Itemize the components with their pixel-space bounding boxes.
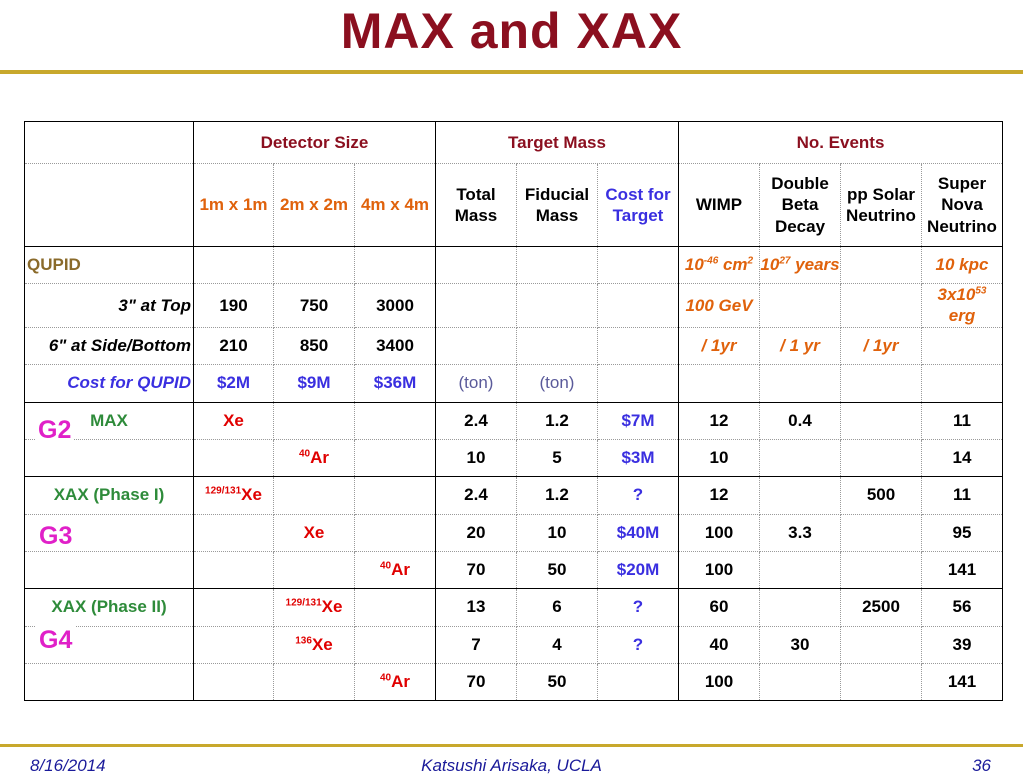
xax2-sn: 56 [922,588,1003,626]
qupid-cost-row [25,364,1003,402]
col-1m: 1m x 1m [194,164,274,247]
group-no-events: No. Events [679,122,1003,164]
xe136-sn: 39 [922,626,1003,663]
top-label: 3" at Top [25,284,194,328]
max-xe-dbd: 0.4 [760,402,841,439]
wimp-per-year: / 1yr [679,327,760,364]
corner-cell [25,122,194,164]
col-cost-target: Cost for Target [598,164,679,247]
g3-ar-fiducial: 50 [517,551,598,588]
group-target-mass: Target Mass [436,122,679,164]
max-xe-sn: 11 [922,402,1003,439]
side-2m: 850 [274,327,355,364]
top-1m: 190 [194,284,274,328]
title-divider [0,70,1023,74]
table-row [25,439,1003,476]
xax2-xe-element: $^{129/131}$Xe [274,588,355,626]
col-total-mass: Total Mass [436,164,517,247]
dbd-halflife: $10^{27}$ years [760,247,841,284]
xax2-cost: ? [598,588,679,626]
col-pp-solar: pp Solar Neutrino [841,164,922,247]
unit-fiducial: (ton) [517,364,598,402]
xe136-fiducial: 4 [517,626,598,663]
side-4m: 3400 [355,327,436,364]
group-g2-label: G2 [35,416,74,445]
g3-xe-cost: $40M [598,514,679,551]
cost-label: Cost for QUPID [25,364,194,402]
col-super-nova: Super Nova Neutrino [922,164,1003,247]
pp-per-year: / 1yr [841,327,922,364]
g3-xe-fiducial: 10 [517,514,598,551]
col-fiducial-mass: Fiducial Mass [517,164,598,247]
max-ar-sn: 14 [922,439,1003,476]
table-row [25,626,1003,663]
g4-ar-total: 70 [436,663,517,700]
col-2m: 2m x 2m [274,164,355,247]
table-row [25,663,1003,700]
table-row [25,588,1003,626]
xax2-pp: 2500 [841,588,922,626]
top-2m: 750 [274,284,355,328]
g4-ar-wimp: 100 [679,663,760,700]
max-ar-fiducial: 5 [517,439,598,476]
cost-4m: $36M [355,364,436,402]
xax2-total: 13 [436,588,517,626]
g4-ar-fiducial: 50 [517,663,598,700]
xe136-total: 7 [436,626,517,663]
wimp-cross-section: $10^{-46}$ $cm^2$ [679,247,760,284]
xax1-label: XAX (Phase I) [25,476,194,514]
xe136-dbd: 30 [760,626,841,663]
unit-total: (ton) [436,364,517,402]
sn-distance: 10 kpc [922,247,1003,284]
xax1-fiducial: 1.2 [517,476,598,514]
xax2-fiducial: 6 [517,588,598,626]
max-ar-cost: $3M [598,439,679,476]
footer-author: Katsushi Arisaka, UCLA [421,756,602,775]
side-1m: 210 [194,327,274,364]
xe136-cost: ? [598,626,679,663]
xax1-wimp: 12 [679,476,760,514]
xax1-xe-element: $^{129/131}$Xe [194,476,274,514]
cost-1m: $2M [194,364,274,402]
group-g4-label: G4 [36,626,75,655]
xax1-total: 2.4 [436,476,517,514]
g3-ar-cost: $20M [598,551,679,588]
max-xe-fiducial: 1.2 [517,402,598,439]
xax2-label: XAX (Phase II) [25,588,194,626]
page-number: 36 [972,756,991,775]
max-ar-total: 10 [436,439,517,476]
comparison-table [24,121,1003,701]
max-xe-element: Xe [194,402,274,439]
qupid-label: QUPID [25,247,194,284]
g3-xe-dbd: 3.3 [760,514,841,551]
g3-xe-element: Xe [274,514,355,551]
footer-date: 8/16/2014 [30,756,106,775]
g3-xe-total: 20 [436,514,517,551]
col-double-beta: Double Beta Decay [760,164,841,247]
top-4m: 3000 [355,284,436,328]
wimp-mass: 100 GeV [679,284,760,328]
footer-divider [0,744,1023,747]
table-row [25,402,1003,439]
table-row [25,551,1003,588]
group-g3-label: G3 [36,522,75,551]
max-xe-wimp: 12 [679,402,760,439]
sn-energy: $3x10^{53}$ erg [922,284,1003,328]
group-detector-size: Detector Size [194,122,436,164]
dbd-per-year: / 1 yr [760,327,841,364]
g3-ar-sn: 141 [922,551,1003,588]
xax1-pp: 500 [841,476,922,514]
header-row [25,164,1003,247]
max-xe-cost: $7M [598,402,679,439]
g3-ar-total: 70 [436,551,517,588]
col-4m: 4m x 4m [355,164,436,247]
g3-ar-element: $^{40}$Ar [355,551,436,588]
xe136-wimp: 40 [679,626,760,663]
table-row [25,476,1003,514]
g3-xe-sn: 95 [922,514,1003,551]
g3-xe-wimp: 100 [679,514,760,551]
qupid-side-row [25,327,1003,364]
xe136-element: $^{136}$Xe [274,626,355,663]
g4-ar-element: $^{40}$Ar [355,663,436,700]
qupid-top-row [25,284,1003,328]
g3-ar-wimp: 100 [679,551,760,588]
slide-title: MAX and XAX [340,3,683,59]
xax2-wimp: 60 [679,588,760,626]
max-xe-total: 2.4 [436,402,517,439]
g4-ar-sn: 141 [922,663,1003,700]
table-row [25,514,1003,551]
xax1-cost: ? [598,476,679,514]
side-label: 6" at Side/Bottom [25,327,194,364]
col-wimp: WIMP [679,164,760,247]
max-label: MAX [25,402,194,439]
corner-cell-2 [25,164,194,247]
cost-2m: $9M [274,364,355,402]
max-ar-element: $^{40}$Ar [274,439,355,476]
max-ar-wimp: 10 [679,439,760,476]
qupid-row [25,247,1003,284]
header-group-row [25,122,1003,164]
xax1-sn: 11 [922,476,1003,514]
